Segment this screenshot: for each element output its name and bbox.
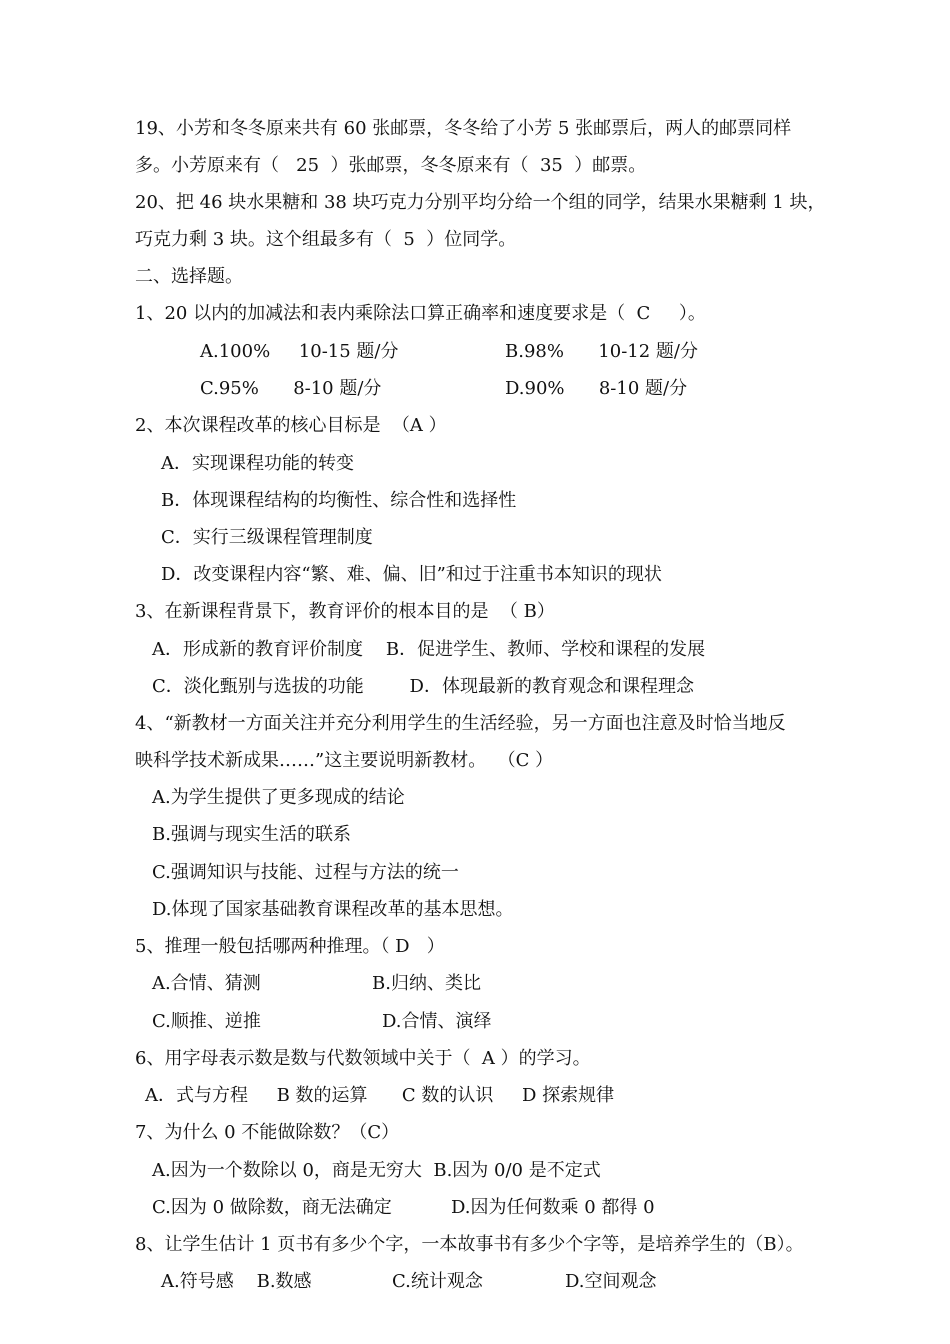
choice-q8-options-ab: A.符号感 B.数感 (161, 1271, 312, 1292)
choice-q1-option-b: B.98% 10-12 题/分 (505, 341, 698, 362)
choice-q4-option-c: C.强调知识与技能、过程与方法的统一 (152, 862, 459, 883)
choice-q1: 1、20 以内的加减法和表内乘除法口算正确率和速度要求是（ C ）。 (135, 303, 706, 324)
q20-line-2: 巧克力剩 3 块。这个组最多有（ 5 ）位同学。 (135, 229, 517, 250)
choice-q4-option-b: B.强调与现实生活的联系 (152, 824, 351, 845)
choice-q6: 6、用字母表示数是数与代数领域中关于（ A ）的学习。 (135, 1048, 591, 1069)
choice-q6-options: A．式与方程 B 数的运算 C 数的认识 D 探索规律 (145, 1085, 615, 1106)
q19-line-2: 多。小芳原来有（ 25 ）张邮票，冬冬原来有（ 35 ）邮票。 (135, 155, 647, 176)
choice-q2-option-d: D．改变课程内容“繁、难、偏、旧”和过于注重书本知识的现状 (161, 564, 662, 585)
choice-q8-option-c: C.统计观念 (392, 1271, 483, 1292)
choice-q2-option-b: B．体现课程结构的均衡性、综合性和选择性 (161, 490, 517, 511)
choice-q4-line-1: 4、“新教材一方面关注并充分利用学生的生活经验，另一方面也注意及时恰当地反 (135, 713, 786, 734)
q19-line-1: 19、小芳和冬冬原来共有 60 张邮票，冬冬给了小芳 5 张邮票后，两人的邮票同样 (135, 118, 792, 139)
choice-q7: 7、为什么 0 不能做除数？（C） (135, 1122, 400, 1143)
choice-q5-option-d: D.合情、演绎 (382, 1011, 492, 1032)
choice-q5: 5、推理一般包括哪两种推理。（ D ） (135, 936, 445, 957)
choice-q8-option-d: D.空间观念 (565, 1271, 657, 1292)
choice-q4-line-2: 映科学技术新成果……”这主要说明新教材。 （C ） (135, 750, 554, 771)
choice-q2: 2、本次课程改革的核心目标是 （A ） (135, 415, 447, 436)
choice-q1-option-a: A.100% 10-15 题/分 (200, 341, 399, 362)
choice-q3-options-ab: A．形成新的教育评价制度 B．促进学生、教师、学校和课程的发展 (152, 639, 706, 660)
choice-q4-option-d: D.体现了国家基础教育课程改革的基本思想。 (152, 899, 514, 920)
choice-q1-option-c: C.95% 8-10 题/分 (200, 378, 382, 399)
choice-q3: 3、在新课程背景下，教育评价的根本目的是 （ B） (135, 601, 555, 622)
choice-q5-option-c: C.顺推、逆推 (152, 1011, 261, 1032)
q20-line-1: 20、把 46 块水果糖和 38 块巧克力分别平均分给一个组的同学，结果水果糖剩 1 块， (135, 192, 826, 213)
choice-q3-options-cd: C．淡化甄别与选拔的功能 D．体现最新的教育观念和课程理念 (152, 676, 694, 697)
choice-q4-option-a: A.为学生提供了更多现成的结论 (152, 787, 405, 808)
choice-q7-option-d: D.因为任何数乘 0 都得 0 (451, 1197, 655, 1218)
choice-q5-option-a: A.合情、猜测 (152, 973, 261, 994)
choice-q8: 8、让学生估计 1 页书有多少个字，一本故事书有多少个字等，是培养学生的（B）。 (135, 1234, 804, 1255)
section-heading: 二、选择题。 (135, 266, 243, 287)
choice-q1-option-d: D.90% 8-10 题/分 (505, 378, 688, 399)
choice-q7-option-c: C.因为 0 做除数，商无法确定 (152, 1197, 392, 1218)
choice-q2-option-c: C．实行三级课程管理制度 (161, 527, 373, 548)
choice-q2-option-a: A．实现课程功能的转变 (161, 453, 354, 474)
choice-q5-option-b: B.归纳、类比 (372, 973, 481, 994)
choice-q7-options-ab: A.因为一个数除以 0，商是无穷大 B.因为 0/0 是不定式 (152, 1160, 601, 1181)
